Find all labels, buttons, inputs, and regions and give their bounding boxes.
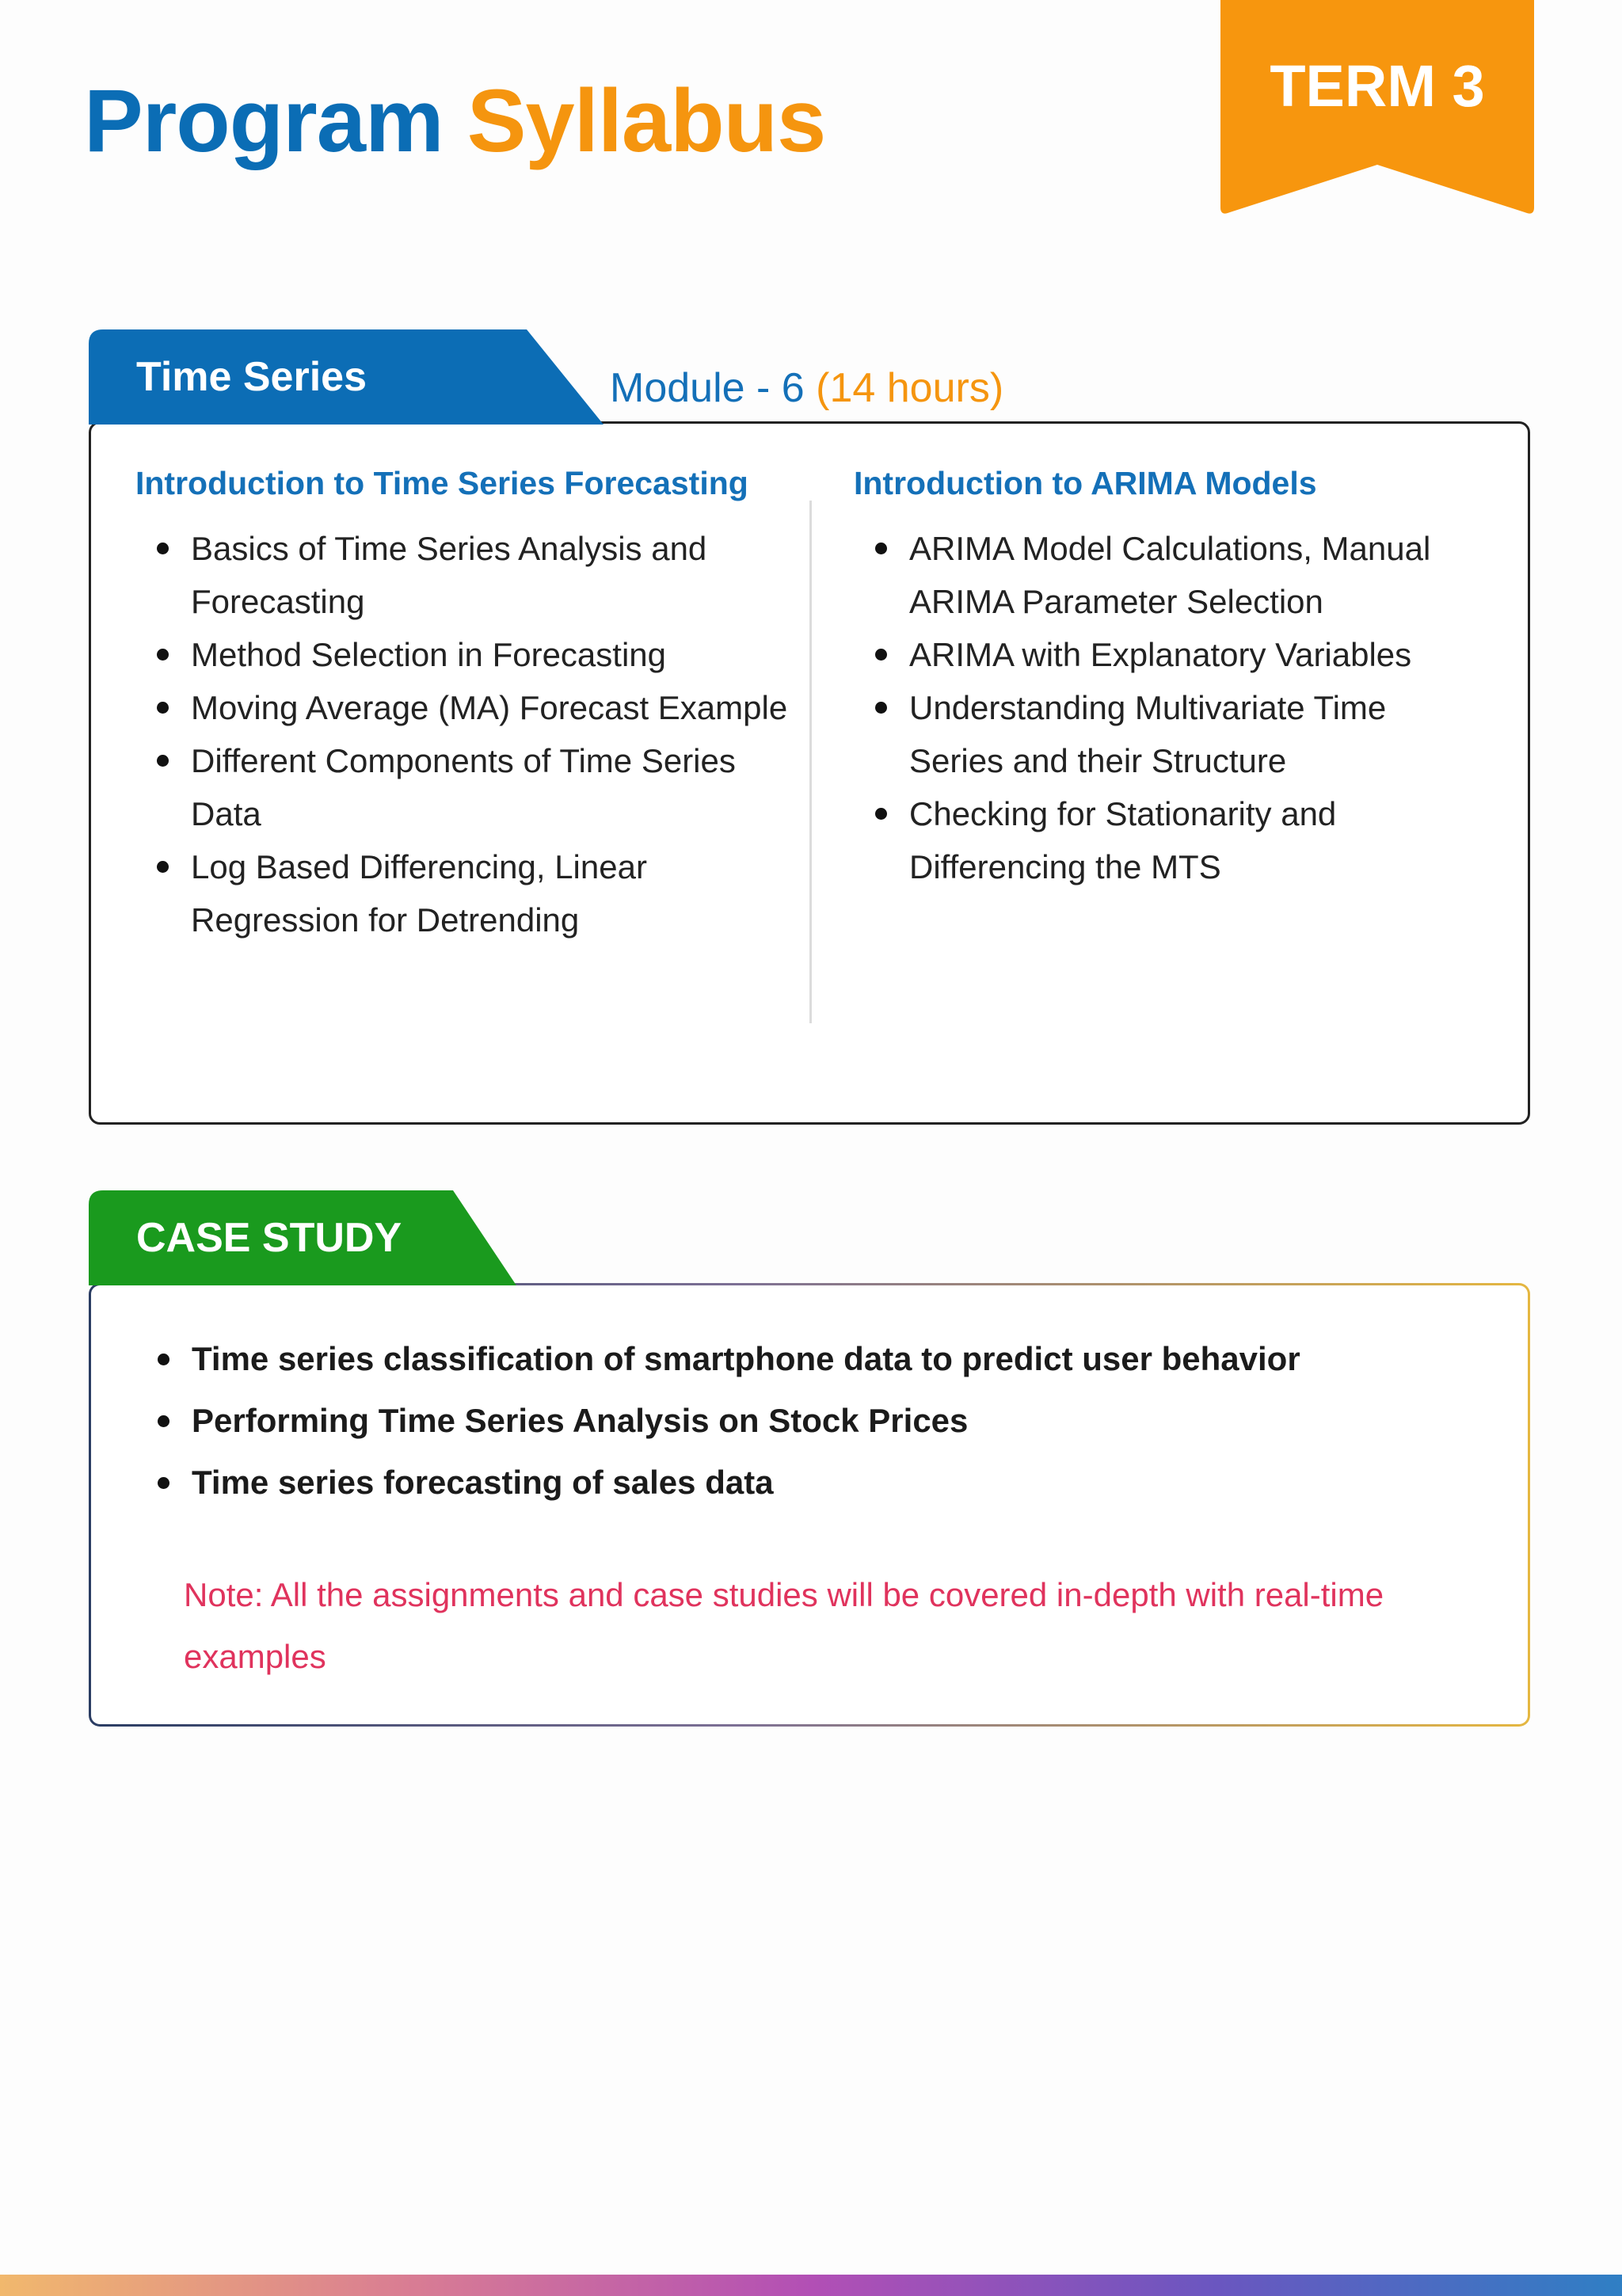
- column-heading: Introduction to Time Series Forecasting: [135, 465, 748, 501]
- column-divider: [809, 501, 812, 1023]
- title-word-program: Program: [84, 71, 444, 170]
- topic-list: [854, 522, 1472, 893]
- title-word-syllabus: Syllabus: [466, 71, 826, 170]
- list-item: Understanding Multivariate Time Series and their Structure: [909, 681, 1472, 787]
- list-item: Log Based Differencing, Linear Regression for Detrending: [191, 840, 793, 946]
- list-item: ARIMA with Explanatory Variables: [909, 628, 1472, 681]
- list-item: Time series forecasting of sales data: [192, 1452, 1300, 1514]
- case-study-tab-label: CASE STUDY: [136, 1215, 402, 1261]
- column-arima-models: [854, 455, 1472, 893]
- list-item: Method Selection in Forecasting: [191, 628, 793, 681]
- note-text: Note: All the assignments and case studies will be covered in-depth with real-time examples: [184, 1576, 1384, 1675]
- term-label: TERM 3: [1270, 53, 1485, 119]
- list-item: Moving Average (MA) Forecast Example: [191, 681, 793, 734]
- page-title: [84, 70, 825, 173]
- module-tab: [89, 329, 603, 425]
- term-ribbon: [1220, 0, 1534, 218]
- topic-list: [135, 522, 793, 946]
- column-time-series-forecasting: [135, 455, 793, 946]
- module-tab-label: Time Series: [136, 354, 367, 400]
- case-study-tab: [89, 1190, 516, 1285]
- module-meta: [610, 356, 1003, 420]
- list-item: Basics of Time Series Analysis and Forecasting: [191, 522, 793, 628]
- bottom-gradient-bar: [0, 2275, 1622, 2296]
- module-number: Module - 6: [610, 365, 805, 411]
- list-item: Different Components of Time Series Data: [191, 734, 793, 840]
- case-study-list: [89, 1328, 1300, 1514]
- column-heading: Introduction to ARIMA Models: [854, 465, 1317, 501]
- list-item: Performing Time Series Analysis on Stock Prices: [192, 1390, 1300, 1452]
- module-hours: (14 hours): [816, 365, 1004, 411]
- list-item: Checking for Stationarity and Differencing the MTS: [909, 787, 1472, 893]
- list-item: Time series classification of smartphone data to predict user behavior: [192, 1328, 1300, 1390]
- list-item: ARIMA Model Calculations, Manual ARIMA Parameter Selection: [909, 522, 1472, 628]
